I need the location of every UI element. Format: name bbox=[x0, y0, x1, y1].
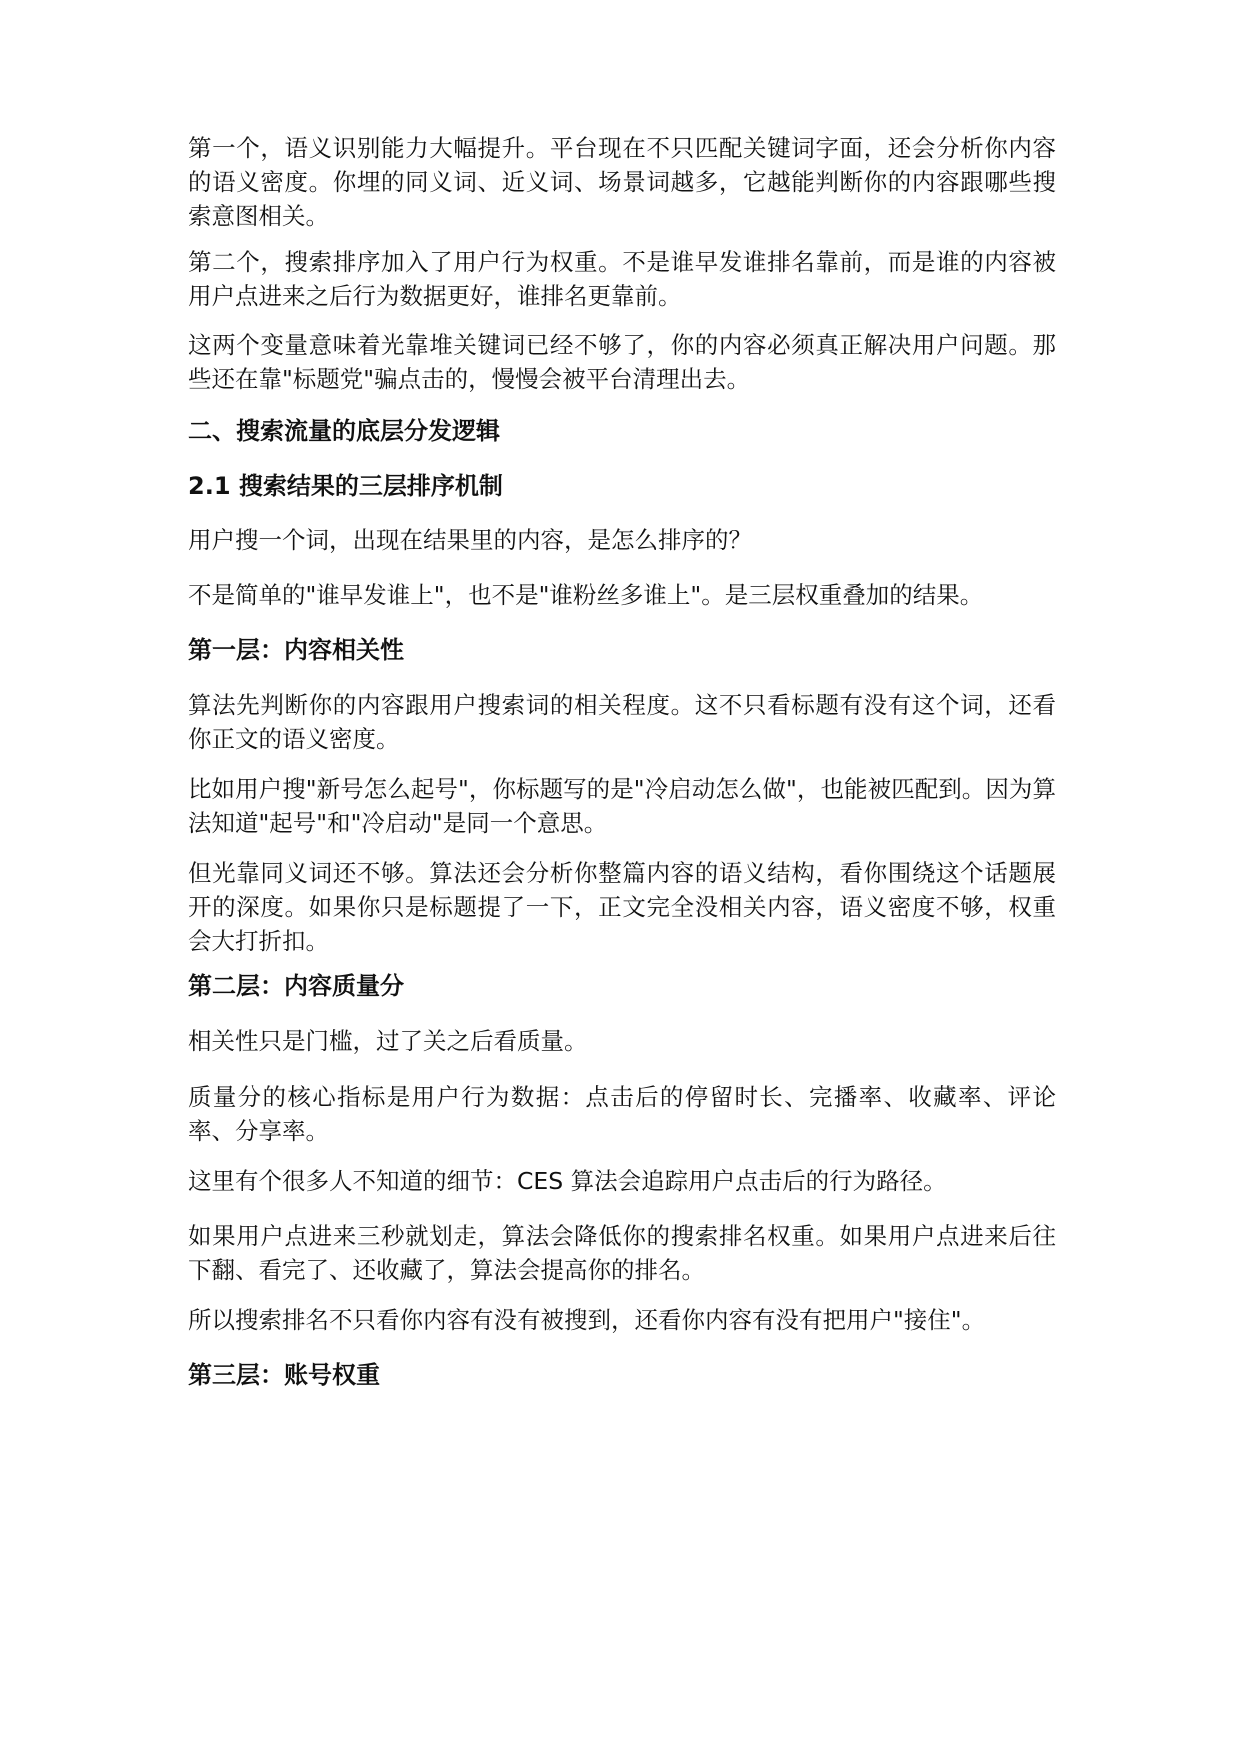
paragraph: 但光靠同义词还不够。算法还会分析你整篇内容的语义结构，看你围绕这个话题展开的深度。如果你只是标题提了一下，正文完全没相关内容，语义密度不够，权重会大打折扣。 bbox=[188, 859, 1056, 955]
paragraph: 这里有个很多人不知道的细节：CES 算法会追踪用户点击后的行为路径。 bbox=[188, 1167, 947, 1195]
paragraph: 不是简单的"谁早发谁上"，也不是"谁粉丝多谁上"。是三层权重叠加的结果。 bbox=[188, 581, 984, 609]
layer-heading: 第二层：内容质量分 bbox=[188, 972, 404, 1000]
paragraph: 这两个变量意味着光靠堆关键词已经不够了，你的内容必须真正解决用户问题。那些还在靠"标题党"骗点击的，慢慢会被平台清理出去。 bbox=[188, 331, 1056, 393]
layer-heading: 第三层：账号权重 bbox=[188, 1361, 380, 1389]
paragraph: 质量分的核心指标是用户行为数据：点击后的停留时长、完播率、收藏率、评论率、分享率。 bbox=[188, 1083, 1056, 1145]
paragraph: 用户搜一个词，出现在结果里的内容，是怎么排序的？ bbox=[188, 526, 752, 554]
subsection-heading: 2.1 搜索结果的三层排序机制 bbox=[188, 472, 503, 500]
paragraph: 相关性只是门槛，过了关之后看质量。 bbox=[188, 1027, 588, 1055]
paragraph: 所以搜索排名不只看你内容有没有被搜到，还看你内容有没有把用户"接住"。 bbox=[188, 1306, 986, 1334]
section-heading: 二、搜索流量的底层分发逻辑 bbox=[188, 417, 500, 445]
paragraph: 如果用户点进来三秒就划走，算法会降低你的搜索排名权重。如果用户点进来后往下翻、看完了、还收藏了，算法会提高你的排名。 bbox=[188, 1222, 1056, 1284]
layer-heading: 第一层：内容相关性 bbox=[188, 636, 404, 664]
paragraph: 比如用户搜"新号怎么起号"，你标题写的是"冷启动怎么做"，也能被匹配到。因为算法知道"起号"和"冷启动"是同一个意思。 bbox=[188, 775, 1056, 837]
paragraph: 第二个，搜索排序加入了用户行为权重。不是谁早发谁排名靠前，而是谁的内容被用户点进来之后行为数据更好，谁排名更靠前。 bbox=[188, 248, 1056, 310]
paragraph: 算法先判断你的内容跟用户搜索词的相关程度。这不只看标题有没有这个词，还看你正文的语义密度。 bbox=[188, 691, 1056, 753]
paragraph: 第一个，语义识别能力大幅提升。平台现在不只匹配关键词字面，还会分析你内容的语义密度。你埋的同义词、近义词、场景词越多，它越能判断你的内容跟哪些搜索意图相关。 bbox=[188, 134, 1056, 230]
